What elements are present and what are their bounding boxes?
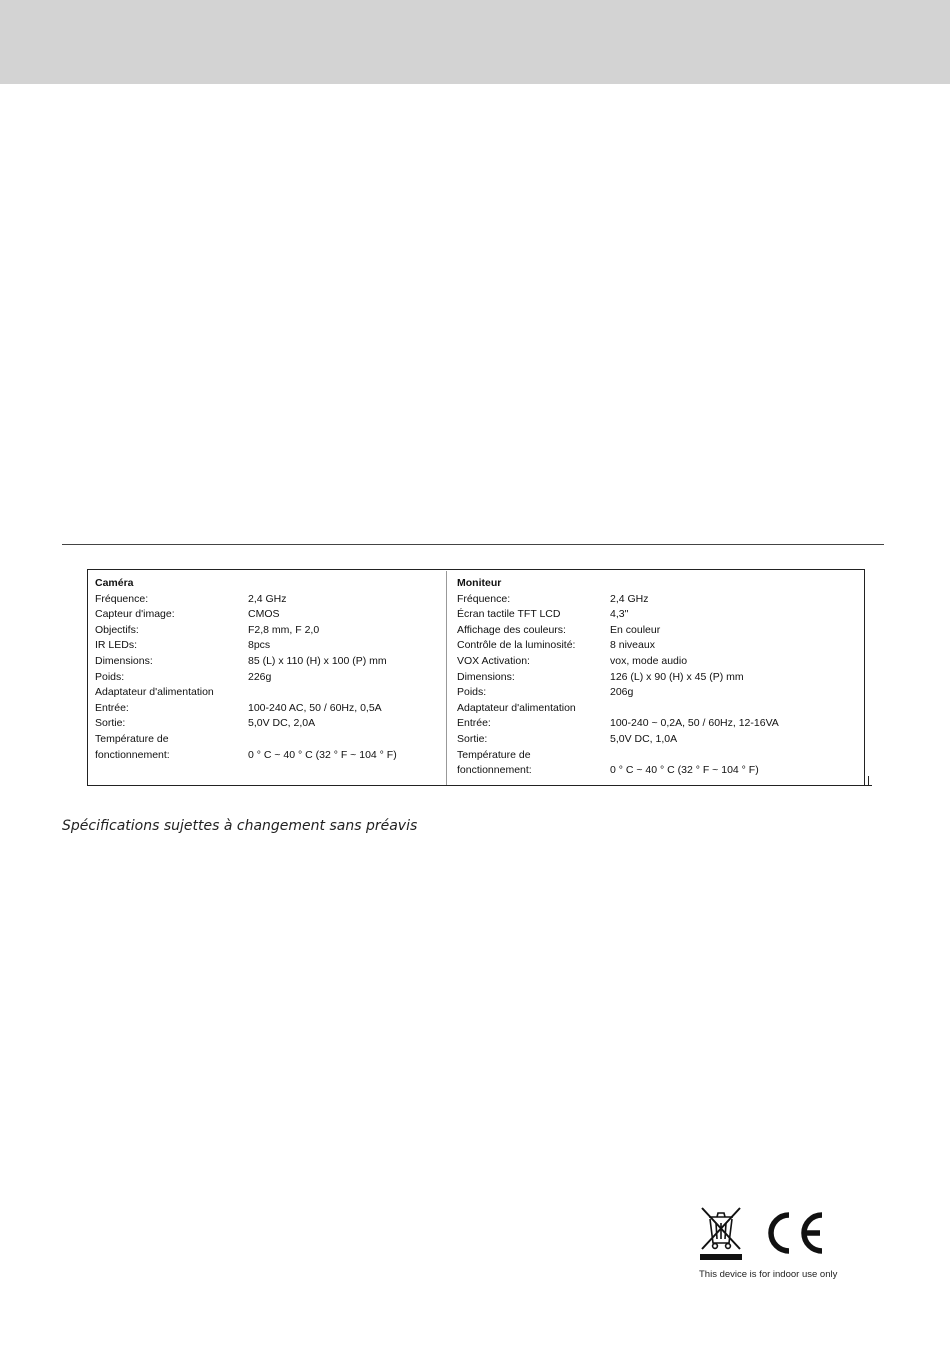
spec-row <box>457 732 857 748</box>
spec-value: 4,3" <box>610 608 629 621</box>
header-band <box>0 0 950 84</box>
spec-label: Adaptateur d'alimentation <box>95 686 214 699</box>
camera-title: Caméra <box>95 577 134 589</box>
spec-value: 226g <box>248 670 272 683</box>
spec-value: 206g <box>610 686 634 699</box>
spec-value: 8pcs <box>248 639 271 652</box>
spec-label: IR LEDs: <box>95 639 138 652</box>
spec-row <box>95 638 440 654</box>
spec-value: 100-240 AC, 50 / 60Hz, 0,5A <box>248 701 382 714</box>
spec-label: Entrée: <box>457 717 491 730</box>
spec-label: Écran tactile TFT LCD <box>457 608 561 621</box>
spec-row <box>95 701 440 717</box>
spec-value: 5,0V DC, 2,0A <box>248 717 316 730</box>
spec-row <box>457 670 857 686</box>
section-divider <box>62 544 884 545</box>
spec-value: 0 ° C ~ 40 ° C (32 ° F ~ 104 ° F) <box>610 764 759 777</box>
spec-label: fonctionnement: <box>95 748 170 761</box>
spec-label: Entrée: <box>95 701 129 714</box>
spec-row <box>95 592 440 608</box>
spec-value: 2,4 GHz <box>248 592 287 605</box>
table-border-tail <box>847 785 872 786</box>
specifications-disclaimer: Spécifications sujettes à changement sans préavis <box>62 818 418 834</box>
weee-crossed-bin-icon <box>697 1203 745 1261</box>
spec-row <box>457 685 857 701</box>
spec-label: fonctionnement: <box>457 764 532 777</box>
spec-row <box>95 732 440 748</box>
spec-row <box>95 748 440 764</box>
spec-row <box>95 623 440 639</box>
spec-label: VOX Activation: <box>457 654 530 667</box>
monitor-specs <box>457 576 857 779</box>
spec-value: 8 niveaux <box>610 639 655 652</box>
spec-label: Capteur d'image: <box>95 608 175 621</box>
spec-label: Température de <box>457 748 531 761</box>
ce-mark-icon <box>760 1209 826 1257</box>
spec-label: Sortie: <box>457 732 488 745</box>
camera-specs <box>95 576 440 763</box>
spec-value: 0 ° C ~ 40 ° C (32 ° F ~ 104 ° F) <box>248 748 397 761</box>
spec-value: 85 (L) x 110 (H) x 100 (P) mm <box>248 654 387 667</box>
spec-label: Affichage des couleurs: <box>457 623 566 636</box>
spec-value: F2,8 mm, F 2,0 <box>248 623 320 636</box>
spec-row <box>95 607 440 623</box>
spec-row <box>95 654 440 670</box>
spec-value: 100-240 ~ 0,2A, 50 / 60Hz, 12-16VA <box>610 717 779 730</box>
spec-label: Adaptateur d'alimentation <box>457 701 576 714</box>
spec-row <box>95 670 440 686</box>
spec-row <box>457 607 857 623</box>
spec-row <box>457 701 857 717</box>
spec-row <box>457 716 857 732</box>
spec-label: Poids: <box>457 686 487 699</box>
spec-row <box>457 654 857 670</box>
spec-label: Objectifs: <box>95 623 139 636</box>
spec-label: Fréquence: <box>457 592 511 605</box>
spec-value: En couleur <box>610 623 661 636</box>
table-column-divider <box>446 571 447 785</box>
spec-label: Poids: <box>95 670 125 683</box>
spec-label: Température de <box>95 732 169 745</box>
spec-value: 5,0V DC, 1,0A <box>610 732 678 745</box>
table-border-tick <box>868 776 869 785</box>
spec-row <box>95 685 440 701</box>
spec-row <box>457 748 857 764</box>
spec-label: Dimensions: <box>95 654 153 667</box>
spec-label: Contrôle de la luminosité: <box>457 639 576 652</box>
spec-label: Sortie: <box>95 717 126 730</box>
spec-value: vox, mode audio <box>610 654 688 667</box>
spec-value: 126 (L) x 90 (H) x 45 (P) mm <box>610 670 744 683</box>
spec-row <box>457 638 857 654</box>
monitor-title: Moniteur <box>457 577 502 589</box>
spec-row <box>457 592 857 608</box>
indoor-use-note: This device is for indoor use only <box>699 1269 838 1280</box>
spec-value: CMOS <box>248 608 280 621</box>
spec-value: 2,4 GHz <box>610 592 649 605</box>
spec-row <box>457 623 857 639</box>
spec-row <box>457 763 857 779</box>
spec-label: Dimensions: <box>457 670 515 683</box>
spec-label: Fréquence: <box>95 592 149 605</box>
spec-row <box>95 716 440 732</box>
